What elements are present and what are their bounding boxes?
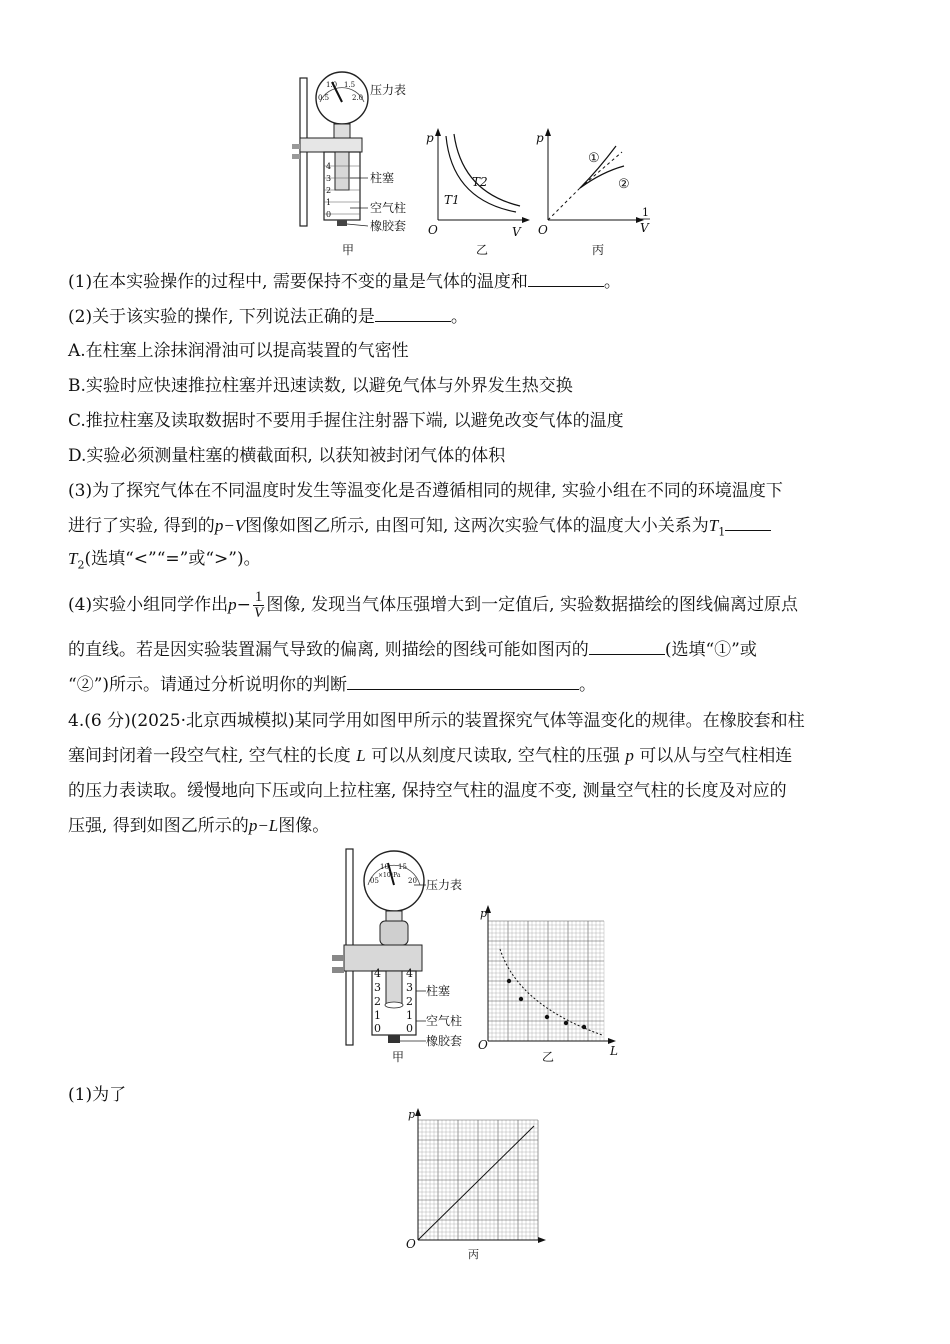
bing-curve-2-label: ② — [618, 177, 630, 192]
q3-part2-end: 。 — [450, 307, 468, 327]
rubber-cap — [337, 220, 347, 226]
q3-part4-text-c: 的直线。若是因实验装置漏气导致的偏离, 则描绘的图线可能如图丙的 — [68, 640, 589, 660]
q3-option-a: A.在柱塞上涂抹润滑油可以提高装置的气密性 — [68, 341, 409, 361]
q3-part3-line3 — [68, 548, 261, 576]
bing-origin: O — [406, 1237, 416, 1251]
yi-y-arrow — [435, 128, 441, 136]
q3-part4-line1 — [68, 590, 798, 621]
scale-number: 3 — [326, 174, 332, 183]
caption-yi: 乙 — [476, 243, 489, 257]
bing-x-arrow — [538, 1237, 546, 1243]
q4-text-c: 可以从与空气柱相连 — [639, 746, 793, 766]
q4-pL: p−L — [248, 816, 279, 835]
q4-line4 — [68, 815, 329, 837]
plunger-label: 柱塞 — [370, 171, 395, 185]
rubber-cap-label: 橡胶套 — [370, 219, 407, 233]
q3-t1-sub: 1 — [718, 525, 726, 539]
scale-number: 1 — [326, 198, 332, 207]
bing-dashed-line — [548, 188, 580, 220]
figure-2 — [322, 845, 632, 1065]
data-point — [582, 1025, 586, 1029]
graph-yi-grid — [488, 921, 604, 1041]
scale-number: 0 — [406, 1022, 413, 1035]
yi-y-label: p — [480, 907, 488, 920]
scale-number: 1 — [374, 1009, 381, 1022]
air-column-label: 空气柱 — [426, 1014, 463, 1028]
fraction-numerator: 1 — [254, 589, 263, 605]
bing-dashed-extension — [580, 152, 622, 188]
yi-origin: O — [478, 1038, 488, 1052]
yi-x-label: L — [610, 1044, 618, 1058]
caption-jia: 甲 — [392, 1050, 405, 1064]
caption-bing: 丙 — [592, 243, 605, 257]
q4-text-e: 图像。 — [278, 816, 330, 836]
gauge-tick-label: 05 — [370, 877, 379, 885]
q4-text-a: 塞间封闭着一段空气柱, 空气柱的长度 — [68, 746, 351, 766]
q3-part4-text-a: (4)实验小组同学作出 — [68, 595, 229, 615]
q3-part4-text-b: 图像, 发现当气体压强增大到一定值后, 实验数据描绘的图线偏离过原点 — [266, 595, 798, 615]
q4-p: p — [625, 746, 634, 765]
bing-x-label-num: 1 — [642, 206, 649, 219]
plunger — [386, 971, 402, 1005]
bing-y-label: p — [536, 131, 544, 145]
q3-part3-text-c: (选填“<”“=”或“>”)。 — [84, 549, 261, 569]
scale-number: 3 — [406, 981, 413, 994]
clamp — [300, 138, 362, 152]
yi-y-label: p — [426, 131, 434, 145]
q3-part1-end: 。 — [603, 272, 621, 292]
q3-part3-text-b: 图像如图乙所示, 由图可知, 这两次实验气体的温度大小关系为 — [245, 516, 709, 536]
yi-curve-t2 — [454, 134, 520, 206]
gauge-label: 压力表 — [426, 878, 463, 892]
q3-part4-line2 — [68, 638, 757, 661]
q3-part4-blank-1[interactable] — [589, 638, 665, 655]
caption-jia: 甲 — [342, 243, 355, 257]
gauge-stem — [334, 124, 350, 138]
bing-curve-1-label: ① — [588, 151, 600, 166]
q3-part1 — [68, 270, 621, 293]
q3-t2: T — [68, 549, 78, 568]
gauge-stem — [386, 911, 402, 921]
q3-t1: T — [708, 516, 719, 535]
q4-sub1: (1)为了 — [68, 1085, 127, 1105]
rubber-cap — [388, 1035, 400, 1043]
q3-part4-dash: − — [236, 595, 251, 615]
plunger-label: 柱塞 — [426, 984, 451, 998]
bing-y-arrow — [415, 1108, 421, 1116]
data-point — [507, 979, 511, 983]
bing-origin: O — [538, 223, 548, 237]
q4-line2 — [68, 745, 792, 767]
q3-part3-line2 — [68, 514, 771, 543]
clamp-screw — [292, 144, 300, 149]
scale-number: 2 — [326, 186, 332, 195]
bing-x-label-den: V — [640, 221, 649, 235]
yi-dashed-curve — [500, 949, 602, 1035]
yi-origin: O — [428, 223, 438, 237]
q3-part3-pv: p−V — [214, 516, 246, 535]
q3-t2-sub: 2 — [77, 558, 85, 572]
q3-part4-text-d: (选填“①”或 — [664, 640, 757, 660]
clamp-screw — [332, 955, 344, 961]
yi-x-label: V — [512, 225, 521, 239]
gauge-connector — [380, 921, 408, 945]
figure-2-svg — [322, 845, 632, 1065]
gauge-tick-label: 15 — [398, 863, 407, 871]
figure-3 — [396, 1104, 556, 1264]
q3-part4-line3 — [68, 673, 596, 696]
plunger — [335, 152, 349, 190]
gauge-tick-label: 2.0 — [352, 94, 364, 102]
data-point — [545, 1015, 549, 1019]
bing-y-label: p — [408, 1108, 416, 1121]
q3-part4-blank-2[interactable] — [347, 673, 579, 690]
q3-part4-fraction — [253, 590, 265, 621]
q4-line1: 4.(6 分)(2025·北京西城模拟)某同学用如图甲所示的装置探究气体等温变化的规律。在橡胶套和柱 — [68, 711, 805, 731]
q4-line3: 的压力表读取。缓慢地向下压或向上拉柱塞, 保持空气柱的温度不变, 测量空气柱的长度及对应的 — [68, 781, 787, 801]
figure-3-svg — [396, 1104, 556, 1264]
figure-1 — [280, 70, 670, 262]
q3-option-d: D.实验必须测量柱塞的横截面积, 以获知被封闭气体的体积 — [68, 446, 506, 466]
fraction-denominator: V — [254, 605, 264, 621]
scale-number: 4 — [406, 967, 413, 980]
q3-part4-end: 。 — [579, 675, 597, 695]
scale-number: 3 — [374, 981, 381, 994]
scale-number: 1 — [406, 1009, 413, 1022]
q4-L: L — [356, 746, 366, 765]
q4-text-d: 压强, 得到如图乙所示的 — [68, 816, 249, 836]
q4-text-b: 可以从刻度尺读取, 空气柱的压强 — [371, 746, 620, 766]
plunger-seal — [385, 1002, 403, 1008]
gauge-tick-label: 0.5 — [318, 94, 330, 102]
q3-part1-text: (1)在本实验操作的过程中, 需要保持不变的量是气体的温度和 — [68, 272, 528, 292]
caption-yi: 乙 — [542, 1050, 555, 1064]
scale-number: 4 — [374, 967, 381, 980]
clamp-screw-2 — [332, 967, 344, 973]
q3-part4-text-e: “②”)所示。请通过分析说明你的判断 — [68, 675, 348, 695]
scale-number: 0 — [326, 210, 332, 219]
q3-option-b: B.实验时应快速推拉柱塞并迅速读数, 以避免气体与外界发生热交换 — [68, 376, 573, 396]
caption-bing: 丙 — [468, 1248, 479, 1261]
q3-part3-blank[interactable] — [725, 514, 771, 531]
air-column-label: 空气柱 — [370, 201, 407, 215]
gauge-tick-label: 1.5 — [344, 81, 356, 89]
q3-part2 — [68, 305, 468, 328]
bing-y-arrow — [545, 128, 551, 136]
q3-part1-blank[interactable] — [528, 270, 604, 287]
q3-part2-text: (2)关于该实验的操作, 下列说法正确的是 — [68, 307, 375, 327]
data-point — [564, 1021, 568, 1025]
q3-part2-blank[interactable] — [375, 305, 451, 322]
data-point — [519, 997, 523, 1001]
scale-number: 4 — [326, 162, 332, 171]
yi-t1-label: T1 — [444, 193, 460, 207]
gauge-label: 压力表 — [370, 83, 407, 97]
scale-number: 2 — [406, 995, 413, 1008]
gauge-tick-label: 1.0 — [326, 81, 338, 89]
bing-line — [418, 1126, 534, 1240]
scale-number: 2 — [374, 995, 381, 1008]
q3-part3-line1: (3)为了探究气体在不同温度时发生等温变化是否遵循相同的规律, 实验小组在不同的环境温度下 — [68, 481, 783, 501]
figure-1-svg — [280, 70, 670, 262]
rubber-cap-label: 橡胶套 — [426, 1034, 463, 1048]
q3-part4-p: p — [228, 595, 237, 614]
leader-line — [347, 224, 368, 226]
yi-x-arrow — [522, 217, 530, 223]
scale-number: 0 — [374, 1022, 381, 1035]
q3-option-c: C.推拉柱塞及读取数据时不要用手握住注射器下端, 以避免改变气体的温度 — [68, 411, 624, 431]
gauge-tick-label: 10 — [380, 863, 389, 871]
q3-part3-text-a: 进行了实验, 得到的 — [68, 516, 215, 536]
gauge-tick-label: 20 — [408, 877, 417, 885]
yi-t2-label: T2 — [472, 175, 488, 189]
gauge-unit: ×10⁵Pa — [378, 872, 401, 879]
clamp-screw-2 — [292, 154, 300, 159]
